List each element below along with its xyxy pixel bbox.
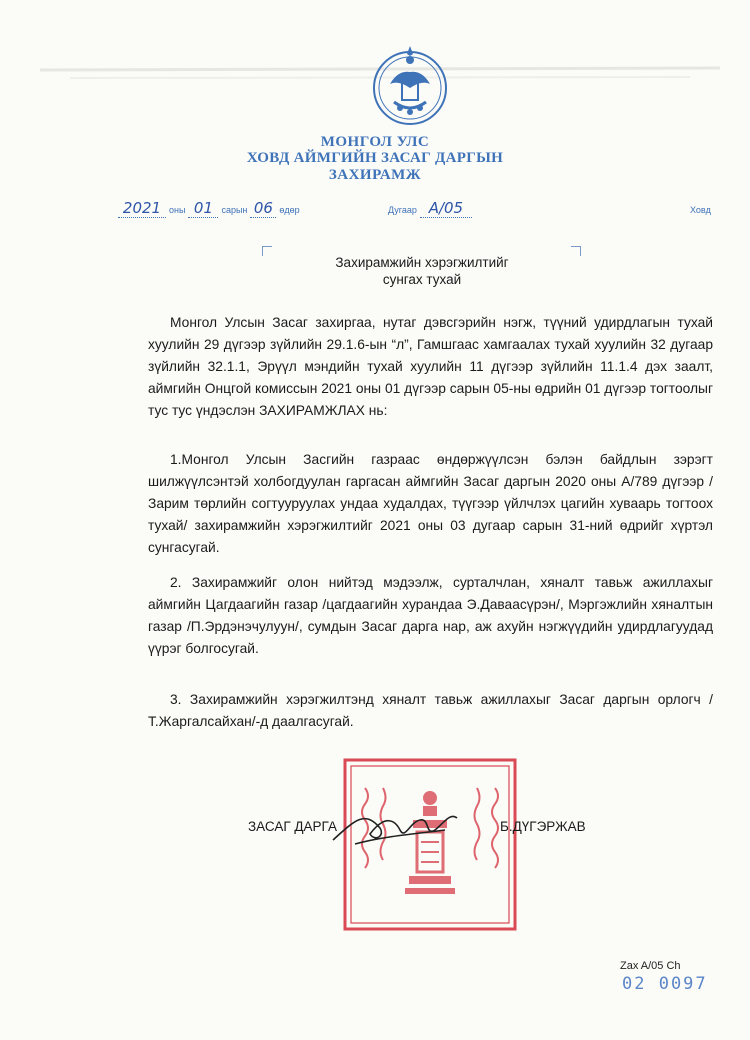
intro-paragraph (148, 312, 713, 422)
number-label: Дугаар (388, 205, 417, 215)
date-line (118, 199, 303, 218)
date-month-suffix: сарын (221, 205, 248, 215)
state-emblem-icon (368, 42, 452, 128)
handwritten-signature (325, 800, 485, 860)
number-line (385, 199, 472, 218)
serial-stamp-number: 02 0097 (622, 974, 708, 994)
item-2-paragraph (148, 572, 713, 660)
header-doc-type: ЗАХИРАМЖ (328, 167, 422, 183)
date-day: 06 (250, 199, 276, 218)
place-name: Ховд (690, 205, 711, 215)
subject (262, 254, 582, 288)
subject-line-2: сунгах тухай (382, 272, 462, 287)
item-1-paragraph (148, 449, 713, 559)
signatory-name: Б.ДҮГЭРЖАВ (500, 819, 586, 834)
date-year: 2021 (118, 199, 166, 218)
date-year-suffix: оны (169, 205, 186, 215)
subject-line-1: Захирамжийн хэрэгжилтийг (335, 255, 509, 270)
item-2-text: 2. Захирамжийг олон нийтэд мэдээлж, сурталчлан, хяналт тавьж ажиллахыг аймгийн Цагдаагийн газар /цагдаагийн хурандаа Э.Даваасүрэн/, Мэргэжлийн хяналтын газар /П.Эрдэнэчулуун/, сумдын Засаг дарга нар, аж ахуйн нэгжүүдийн удирдлагуудад үүрэг болгосугай. (148, 575, 713, 656)
signatory-title: ЗАСАГ ДАРГА (248, 819, 337, 834)
document-number: А/05 (420, 199, 472, 218)
item-3-text: 3. Захирамжийн хэрэгжилтэнд хяналт тавьж ажиллахыг Засаг даргын орлогч /Т.Жаргалсайхан/-д даалгасугай. (148, 692, 713, 729)
header-office: ХОВД АЙМГИЙН ЗАСАГ ДАРГЫН (246, 150, 504, 166)
header-country: МОНГОЛ УЛС (320, 134, 430, 150)
item-1-text: 1.Монгол Улсын Засгийн газраас өндөржүүлсэн бэлэн байдлын зэрэгт шилжүүлсэнтэй холбогдуулан гаргасан аймгийн Засаг даргын 2020 оны А/789 дүгээр /Зарим төрлийн согтууруулах ундаа худалдах, түүгээр үйлчлэх цагийн хуваарь тогтоох тухай/ захирамжийн хэрэгжилтийг 2021 оны 03 дугаар сарын 31-ний өдрийг хүртэл сунгасугай. (148, 452, 713, 555)
intro-text: Монгол Улсын Засаг захиргаа, нутаг дэвсгэрийн нэгж, түүний удирдлагын тухай хуулийн 29 дүгээр зүйлийн 29.1.6-ын “л”, Гамшгаас хамгаалах тухай хуулийн 32 дугаар зүйлийн 32.1.1, Эрүүл мэндийн тухай хуулийн 11 дүгээр зүйлийн 11.1.4 дэх заалт, аймгийн Онцгой комиссын 2021 оны 01 дүгээр сарын 05-ны өдрийн 01 дүгээр тогтоолыг тус тус үндэслэн ЗАХИРАМЖЛАХ нь: (148, 315, 713, 418)
date-day-suffix: өдөр (279, 205, 300, 215)
item-3-paragraph (148, 689, 713, 733)
date-month: 01 (188, 199, 218, 218)
document-code: Zax A/05 Ch (620, 960, 681, 972)
